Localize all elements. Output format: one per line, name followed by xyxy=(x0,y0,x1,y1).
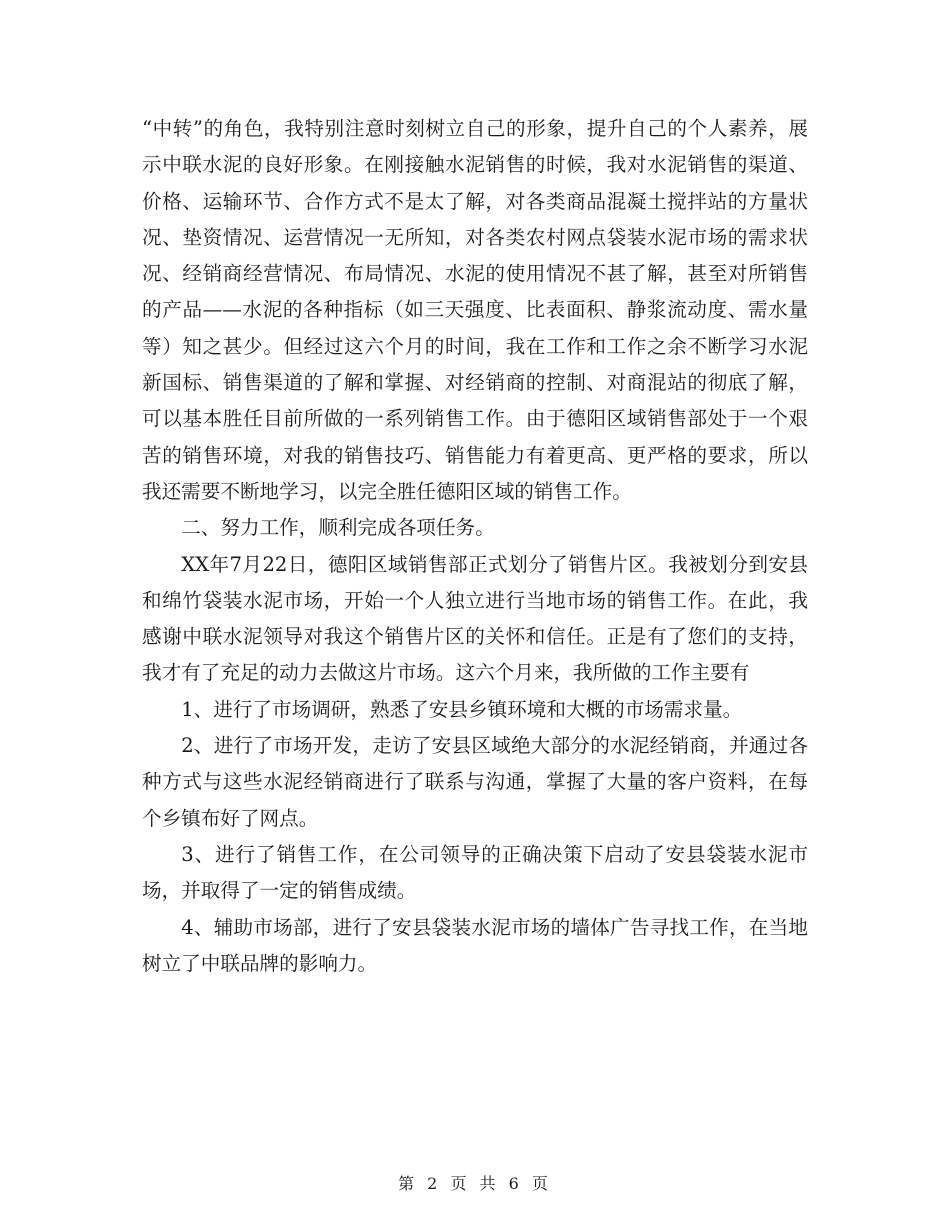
paragraph-intro-continued: “中转”的角色，我特别注意时刻树立自己的形象，提升自己的个人素养，展示中联水泥的良好形象。在刚接触水泥销售的时候，我对水泥销售的渠道、价格、运输环节、合作方式不是太了解，对各类商品混凝土搅拌站的方量状况、垫资情况、运营情况一无所知，对各类农村网点袋装水泥市场的需求状况、经销商经营情况、布局情况、水泥的使用情况不甚了解，甚至对所销售的产品——水泥的各种指标（如三天强度、比表面积、静浆流动度、需水量等）知之甚少。但经过这六个月的时间，我在工作和工作之余不断学习水泥新国标、销售渠道的了解和掌握、对经销商的控制、对商混站的彻底了解，可以基本胜任目前所做的一系列销售工作。由于德阳区域销售部处于一个艰苦的销售环境，对我的销售技巧、销售能力有着更高、更严格的要求，所以我还需要不断地学习，以完全胜任德阳区域的销售工作。 xyxy=(142,117,808,503)
list-item-1: 1、进行了市场调研，熟悉了安县乡镇环境和大概的市场需求量。 xyxy=(181,697,743,721)
section-heading-two: 二、努力工作，顺利完成各项任务。 xyxy=(181,516,495,540)
list-item-4: 4、辅助市场部，进行了安县袋装水泥市场的墙体广告寻找工作，在当地树立了中联品牌的影响力。 xyxy=(142,915,808,975)
document-body xyxy=(142,111,808,982)
list-item-2: 2、进行了市场开发，走访了安县区域绝大部分的水泥经销商，并通过各种方式与这些水泥经销商进行了联系与沟通，掌握了大量的客户资料，在每个乡镇布好了网点。 xyxy=(142,734,808,830)
list-item-3: 3、进行了销售工作，在公司领导的正确决策下启动了安县袋装水泥市场，并取得了一定的销售成绩。 xyxy=(142,842,808,903)
page-footer xyxy=(0,1171,950,1194)
paragraph-sales-region: XX年7月22日，德阳区域销售部正式划分了销售片区。我被划分到安县和绵竹袋装水泥市场，开始一个人独立进行当地市场的销售工作。在此，我感谢中联水泥领导对我这个销售片区的关怀和信任。正是有了您们的支持，我才有了充足的动力去做这片市场。这六个月来，我所做的工作主要有 xyxy=(142,552,808,685)
page-number-label: 第 2 页 共 6 页 xyxy=(398,1174,552,1193)
